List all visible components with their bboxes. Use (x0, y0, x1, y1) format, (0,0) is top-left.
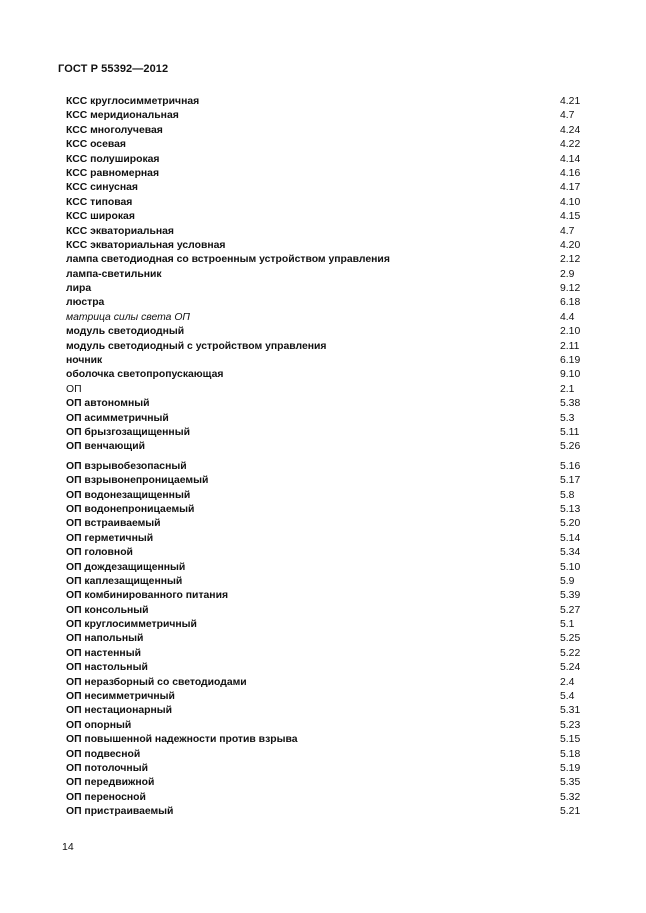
entry-term: КСС круглосимметричная (66, 96, 200, 107)
entry-reference: 4.15 (560, 211, 581, 223)
entry-reference: 5.27 (560, 604, 581, 616)
index-entry (66, 647, 596, 661)
index-entry (66, 776, 596, 790)
index-entry (66, 253, 596, 267)
entry-reference: 5.11 (560, 426, 580, 438)
entry-term: КСС экваториальная условная (66, 239, 226, 251)
entry-term: ОП дождезащищенный (66, 561, 186, 573)
entry-reference: 5.3 (560, 412, 575, 424)
entry-reference: 4.21 (560, 96, 581, 107)
entry-reference: 5.22 (560, 647, 581, 659)
entry-term: ОП водонезащищенный (66, 489, 191, 501)
entry-reference: 5.20 (560, 518, 581, 530)
index-entry (66, 340, 596, 354)
index-entry (66, 460, 596, 474)
entry-term: ОП опорный (66, 719, 132, 731)
entry-reference: 9.10 (560, 369, 581, 381)
entry-reference: 5.19 (560, 762, 581, 774)
entry-reference: 4.16 (560, 167, 581, 179)
index-entry (66, 575, 596, 589)
index-entry (66, 748, 596, 762)
entry-reference: 4.10 (560, 196, 581, 208)
entry-term: ОП взрывобезопасный (66, 460, 187, 472)
entry-reference: 4.14 (560, 153, 581, 165)
entry-reference: 5.25 (560, 633, 581, 645)
entry-term: ОП каплезащищенный (66, 575, 183, 587)
index-entry (66, 225, 596, 239)
entry-reference: 5.31 (560, 705, 581, 717)
entry-term: ОП неразборный со светодиодами (66, 676, 247, 688)
entry-reference: 6.18 (560, 297, 581, 309)
document-header: ГОСТ Р 55392—2012 (58, 63, 169, 75)
term-index-list (66, 95, 596, 820)
entry-reference: 5.18 (560, 748, 581, 760)
index-entry (66, 762, 596, 776)
index-entry (66, 604, 596, 618)
index-entry (66, 95, 596, 109)
entry-term: КСС осевая (66, 139, 126, 151)
entry-reference: 4.22 (560, 139, 581, 151)
entry-reference: 5.26 (560, 441, 581, 453)
entry-reference: 5.24 (560, 662, 581, 674)
entry-reference: 2.1 (560, 383, 575, 395)
entry-term: матрица силы света ОП (66, 311, 190, 323)
entry-reference: 5.13 (560, 503, 581, 515)
index-entry (66, 805, 596, 819)
index-entry (66, 325, 596, 339)
index-entry (66, 239, 596, 253)
entry-reference: 5.8 (560, 489, 575, 501)
entry-reference: 4.20 (560, 239, 581, 251)
entry-reference: 4.4 (560, 311, 575, 323)
entry-term: ОП переносной (66, 791, 146, 803)
entry-term: ОП герметичный (66, 532, 154, 544)
index-entry (66, 517, 596, 531)
entry-reference: 5.4 (560, 691, 575, 703)
entry-term: ОП автономный (66, 398, 150, 410)
entry-term: ОП венчающий (66, 441, 145, 453)
index-entry (66, 618, 596, 632)
index-entry (66, 532, 596, 546)
entry-reference: 5.21 (560, 806, 581, 818)
entry-reference: 2.12 (560, 254, 581, 266)
index-entry (66, 791, 596, 805)
entry-reference: 5.34 (560, 547, 581, 559)
entry-reference: 5.17 (560, 475, 581, 487)
index-entry (66, 397, 596, 411)
index-entry (66, 503, 596, 517)
entry-term: КСС широкая (66, 211, 135, 223)
entry-term: ОП взрывонепроницаемый (66, 475, 209, 487)
entry-term: ОП встраиваемый (66, 518, 161, 530)
entry-reference: 2.11 (560, 340, 580, 352)
entry-term: ОП брызгозащищенный (66, 426, 190, 438)
entry-reference: 5.14 (560, 532, 581, 544)
index-entry (66, 561, 596, 575)
entry-term: ОП консольный (66, 604, 149, 616)
entry-reference: 4.7 (560, 110, 575, 122)
entry-term: оболочка светопропускающая (66, 369, 224, 381)
entry-term: ОП (66, 383, 82, 395)
entry-term: модуль светодиодный с устройством управления (66, 340, 327, 352)
index-entry (66, 296, 596, 310)
entry-reference: 2.4 (560, 676, 575, 688)
index-entry (66, 589, 596, 603)
entry-reference: 5.32 (560, 791, 581, 803)
entry-term: ОП водонепроницаемый (66, 503, 195, 515)
entry-reference: 2.9 (560, 268, 575, 280)
entry-term: ОП настенный (66, 647, 141, 659)
entry-reference: 4.7 (560, 225, 575, 237)
entry-term: КСС меридиональная (66, 110, 179, 122)
entry-term: ОП комбинированного питания (66, 590, 229, 602)
entry-reference: 5.23 (560, 719, 581, 731)
entry-term: ОП несимметричный (66, 691, 175, 703)
entry-reference: 5.39 (560, 590, 581, 602)
entry-term: лампа-светильник (66, 268, 162, 280)
entry-term: ОП круглосимметричный (66, 619, 197, 631)
index-entry (66, 440, 596, 454)
entry-term: КСС экваториальная (66, 225, 174, 237)
index-entry (66, 489, 596, 503)
entry-reference: 5.9 (560, 575, 575, 587)
index-entry (66, 676, 596, 690)
index-entry (66, 719, 596, 733)
entry-reference: 5.15 (560, 734, 581, 746)
entry-term: ОП потолочный (66, 762, 148, 774)
entry-reference: 4.17 (560, 182, 581, 194)
index-entry (66, 661, 596, 675)
index-entry (66, 153, 596, 167)
entry-term: ОП настольный (66, 662, 148, 674)
entry-term: КСС полуширокая (66, 153, 160, 165)
index-entry (66, 733, 596, 747)
index-entry (66, 354, 596, 368)
index-entry (66, 196, 596, 210)
page-number: 14 (62, 841, 74, 853)
entry-term: лампа светодиодная со встроенным устройством управления (66, 254, 390, 266)
entry-term: ночник (66, 355, 103, 367)
index-entry (66, 368, 596, 382)
index-entry (66, 138, 596, 152)
index-entry (66, 124, 596, 138)
entry-reference: 5.10 (560, 561, 581, 573)
entry-reference: 5.35 (560, 777, 581, 789)
entry-term: модуль светодиодный (66, 326, 185, 338)
index-entry (66, 383, 596, 397)
entry-term: КСС многолучевая (66, 124, 163, 136)
entry-reference: 6.19 (560, 355, 581, 367)
entry-term: люстра (66, 297, 105, 309)
index-entry (66, 474, 596, 488)
entry-term: ОП подвесной (66, 748, 141, 760)
entry-reference: 5.16 (560, 460, 581, 472)
index-entry (66, 704, 596, 718)
index-entry (66, 167, 596, 181)
entry-term: ОП передвижной (66, 777, 155, 789)
entry-term: КСС типовая (66, 196, 133, 208)
entry-reference: 9.12 (560, 283, 581, 295)
entry-term: ОП напольный (66, 633, 144, 645)
entry-term: ОП асимметричный (66, 412, 169, 424)
entry-term: лира (66, 283, 92, 295)
index-entry (66, 268, 596, 282)
entry-reference: 5.38 (560, 398, 581, 410)
entry-reference: 2.10 (560, 326, 581, 338)
index-entry (66, 109, 596, 123)
entry-term: ОП пристраиваемый (66, 806, 174, 818)
entry-term: ОП нестационарный (66, 705, 173, 717)
entry-term: ОП головной (66, 547, 133, 559)
entry-term: КСС синусная (66, 182, 138, 194)
index-entry (66, 210, 596, 224)
index-entry (66, 181, 596, 195)
entry-reference: 4.24 (560, 124, 581, 136)
entry-term: ОП повышенной надежности против взрыва (66, 734, 298, 746)
index-entry (66, 632, 596, 646)
index-entry (66, 311, 596, 325)
index-entry (66, 282, 596, 296)
index-entry (66, 546, 596, 560)
index-entry (66, 690, 596, 704)
entry-term: КСС равномерная (66, 167, 160, 179)
entry-reference: 5.1 (560, 619, 575, 631)
index-entry (66, 426, 596, 440)
index-entry (66, 412, 596, 426)
